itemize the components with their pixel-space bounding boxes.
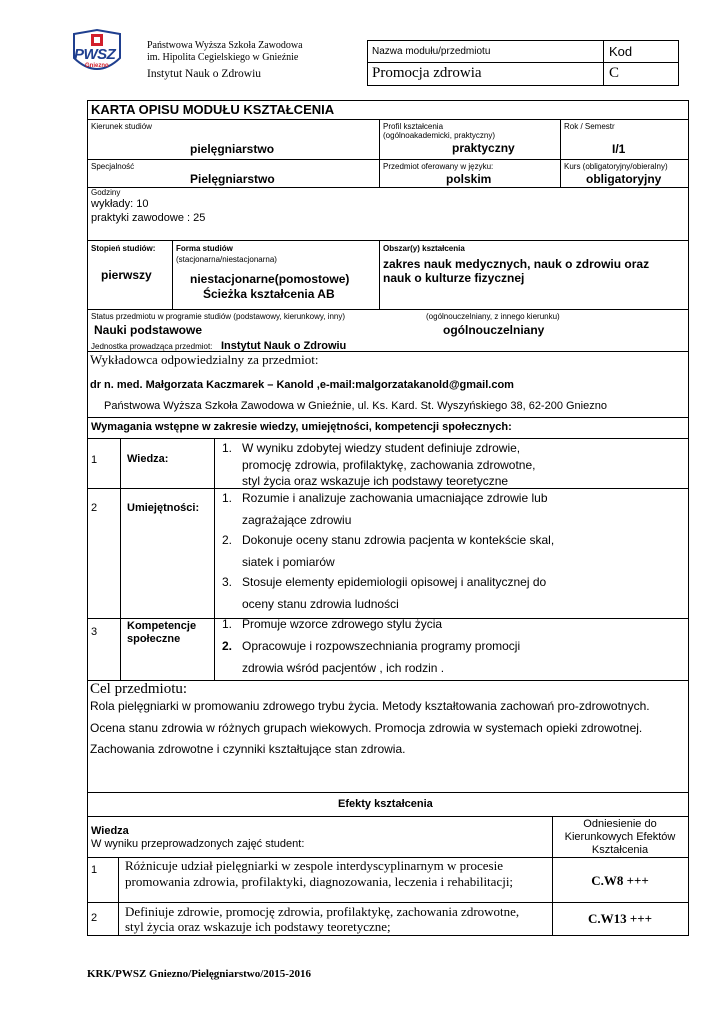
req-item-line: promocję zdrowia, profilaktykę, zachowania zdrowotne, xyxy=(242,458,536,472)
module-name-label: Nazwa modułu/przedmiotu xyxy=(372,46,491,57)
req-item-line: Opracowuje i rozpowszechniania programy promocji xyxy=(242,639,521,653)
outcome-line: Definiuje zdrowie, promocję zdrowia, profilaktykę, zachowania zdrowotne, xyxy=(125,904,520,919)
unit-label: Jednostka prowadząca przedmiot: xyxy=(91,342,213,351)
footer-text: KRK/PWSZ Gniezno/Pielęgniarstwo/2015-2016 xyxy=(87,968,311,980)
profile-value: praktyczny xyxy=(452,141,515,155)
outcome-line: styl życia oraz wskazuje ich podstawy teoretyczne; xyxy=(125,919,391,934)
institution-line-2: im. Hipolita Cegielskiego w Gnieźnie xyxy=(147,52,299,63)
outcome-reference: C.W13 +++ xyxy=(587,911,653,926)
goal-line: Zachowania zdrowotne i czynniki kształtujące stan zdrowia. xyxy=(90,742,406,756)
goal-line: Rola pielęgniarki w promowaniu zdrowego trybu życia. Metody kształtowania zachowań pro-zdrowotnych. xyxy=(90,699,650,713)
req-row-num: 3 xyxy=(91,626,98,638)
year-value: I/1 xyxy=(612,142,626,156)
req-item-line: Rozumie i analizuje zachowania umacniające zdrowie lub xyxy=(242,491,548,505)
lecturer-label: Wykładowca odpowiedzialny za przedmiot: xyxy=(90,352,319,367)
req-item-line: oceny stanu zdrowia ludności xyxy=(242,597,399,611)
reference-header: Kierunkowych Efektów xyxy=(564,831,676,843)
language-value: polskim xyxy=(446,172,492,186)
req-item-number: 1. xyxy=(222,491,233,505)
req-row-label-skills: Umiejętności: xyxy=(127,502,200,514)
reference-header: Kształcenia xyxy=(591,844,649,856)
field-label: Kierunek studiów xyxy=(91,122,152,131)
req-item-number: 1. xyxy=(222,617,233,631)
institution-line-1: Państwowa Wyższa Szkoła Zawodowa xyxy=(147,40,303,51)
outcome-line: promowania zdrowia, profilaktyki, diagnozowania, leczenia i rehabilitacji; xyxy=(125,874,514,889)
hours-label: Godziny xyxy=(91,188,121,197)
general-value: ogólnouczelniany xyxy=(443,323,545,337)
req-row-num: 2 xyxy=(91,502,98,514)
general-label: (ogólnouczelniany, z innego kierunku) xyxy=(426,312,560,321)
req-item-number: 1. xyxy=(222,441,233,455)
req-item-line: zdrowia wśród pacjentów , ich rodzin . xyxy=(242,661,445,675)
area-value-2: nauk o kulturze fizycznej xyxy=(383,271,525,285)
req-item-number: 3. xyxy=(222,575,233,589)
requirements-title: Wymagania wstępne w zakresie wiedzy, umiejętności, kompetencji społecznych: xyxy=(91,421,512,433)
course-label: Kurs (obligatoryjny/obieralny) xyxy=(564,162,668,171)
goal-line: Ocena stanu zdrowia w różnych grupach wiekowych. Promocja zdrowia w systemach opieki zdrowotnej. xyxy=(90,721,643,735)
area-label: Obszar(y) kształcenia xyxy=(383,244,465,253)
req-row-label-competence-2: społeczne xyxy=(127,633,181,645)
level-value: pierwszy xyxy=(101,268,152,282)
course-value: obligatoryjny xyxy=(586,172,662,186)
req-item-line: Dokonuje oceny stanu zdrowia pacjenta w kontekście skal, xyxy=(242,533,555,547)
hours-practice: praktyki zawodowe : 25 xyxy=(91,212,206,224)
req-row-label-knowledge: Wiedza: xyxy=(127,453,169,465)
field-value: pielęgniarstwo xyxy=(190,142,275,156)
language-label: Przedmiot oferowany w języku: xyxy=(383,162,494,171)
profile-sublabel: (ogólnoakademicki, praktyczny) xyxy=(383,131,496,140)
code-value: C xyxy=(609,65,620,81)
logo-text: PWSZ xyxy=(74,46,116,63)
spec-label: Specjalność xyxy=(91,162,135,171)
goal-title: Cel przedmiotu: xyxy=(90,681,188,697)
area-value-1: zakres nauk medycznych, nauk o zdrowiu oraz xyxy=(383,257,650,271)
hours-lectures: wykłady: 10 xyxy=(91,198,149,210)
knowledge-sublabel: W wyniku przeprowadzonych zajęć student: xyxy=(91,838,305,850)
spec-value: Pielęgniarstwo xyxy=(190,172,275,186)
form-path: Ścieżka kształcenia AB xyxy=(203,287,335,301)
req-item-line: Promuje wzorce zdrowego stylu życia xyxy=(242,617,443,631)
status-value: Nauki podstawowe xyxy=(94,323,203,337)
module-name-value: Promocja zdrowia xyxy=(372,65,482,81)
year-label: Rok / Semestr xyxy=(564,122,615,131)
req-item-number: 2. xyxy=(222,533,233,547)
form-label: Forma studiów xyxy=(176,244,233,253)
req-item-number: 2. xyxy=(222,639,233,653)
card-title: KARTA OPISU MODUŁU KSZTAŁCENIA xyxy=(91,102,335,117)
req-item-line: zagrażające zdrowiu xyxy=(242,513,352,527)
level-label: Stopień studiów: xyxy=(91,244,156,253)
outcome-num: 1 xyxy=(91,864,98,876)
logo xyxy=(70,28,124,78)
req-item-line: W wyniku zdobytej wiedzy student definiuje zdrowie, xyxy=(242,441,521,455)
req-row-label-competence: Kompetencje xyxy=(127,620,197,632)
outcome-reference: C.W8 +++ xyxy=(591,873,649,888)
status-label: Status przedmiotu w programie studiów (podstawowy, kierunkowy, inny) xyxy=(91,312,346,321)
outcome-num: 2 xyxy=(91,912,98,924)
reference-header: Odniesienie do xyxy=(583,818,657,830)
req-item-line: Stosuje elementy epidemiologii opisowej i analitycznej do xyxy=(242,575,547,589)
req-item-line: siatek i pomiarów xyxy=(242,555,335,569)
outcomes-title: Efekty kształcenia xyxy=(338,798,433,810)
form-value: niestacjonarne(pomostowe) xyxy=(190,272,350,286)
outcome-line: Różnicuje udział pielęgniarki w zespole interdyscyplinarnym w procesie xyxy=(125,858,503,873)
form-sublabel: (stacjonarna/niestacjonarna) xyxy=(176,255,277,264)
logo-subtext: Gniezno xyxy=(85,63,109,69)
lecturer-address: Państwowa Wyższa Szkoła Zawodowa w Gnieźnie, ul. Ks. Kard. St. Wyszyńskiego 38, 62-200 Gniezno xyxy=(104,400,607,412)
profile-label: Profil kształcenia xyxy=(383,122,444,131)
unit-value: Instytut Nauk o Zdrowiu xyxy=(221,340,347,352)
lecturer-value: dr n. med. Małgorzata Kaczmarek – Kanold ,e-mail:malgorzatakanold@gmail.com xyxy=(90,379,514,391)
req-item-line: styl życia oraz wskazuje ich podstawy teoretyczne xyxy=(242,474,509,488)
code-label: Kod xyxy=(609,44,633,59)
institute-name: Instytut Nauk o Zdrowiu xyxy=(147,68,262,80)
knowledge-label: Wiedza xyxy=(91,825,129,837)
req-row-num: 1 xyxy=(91,454,98,466)
